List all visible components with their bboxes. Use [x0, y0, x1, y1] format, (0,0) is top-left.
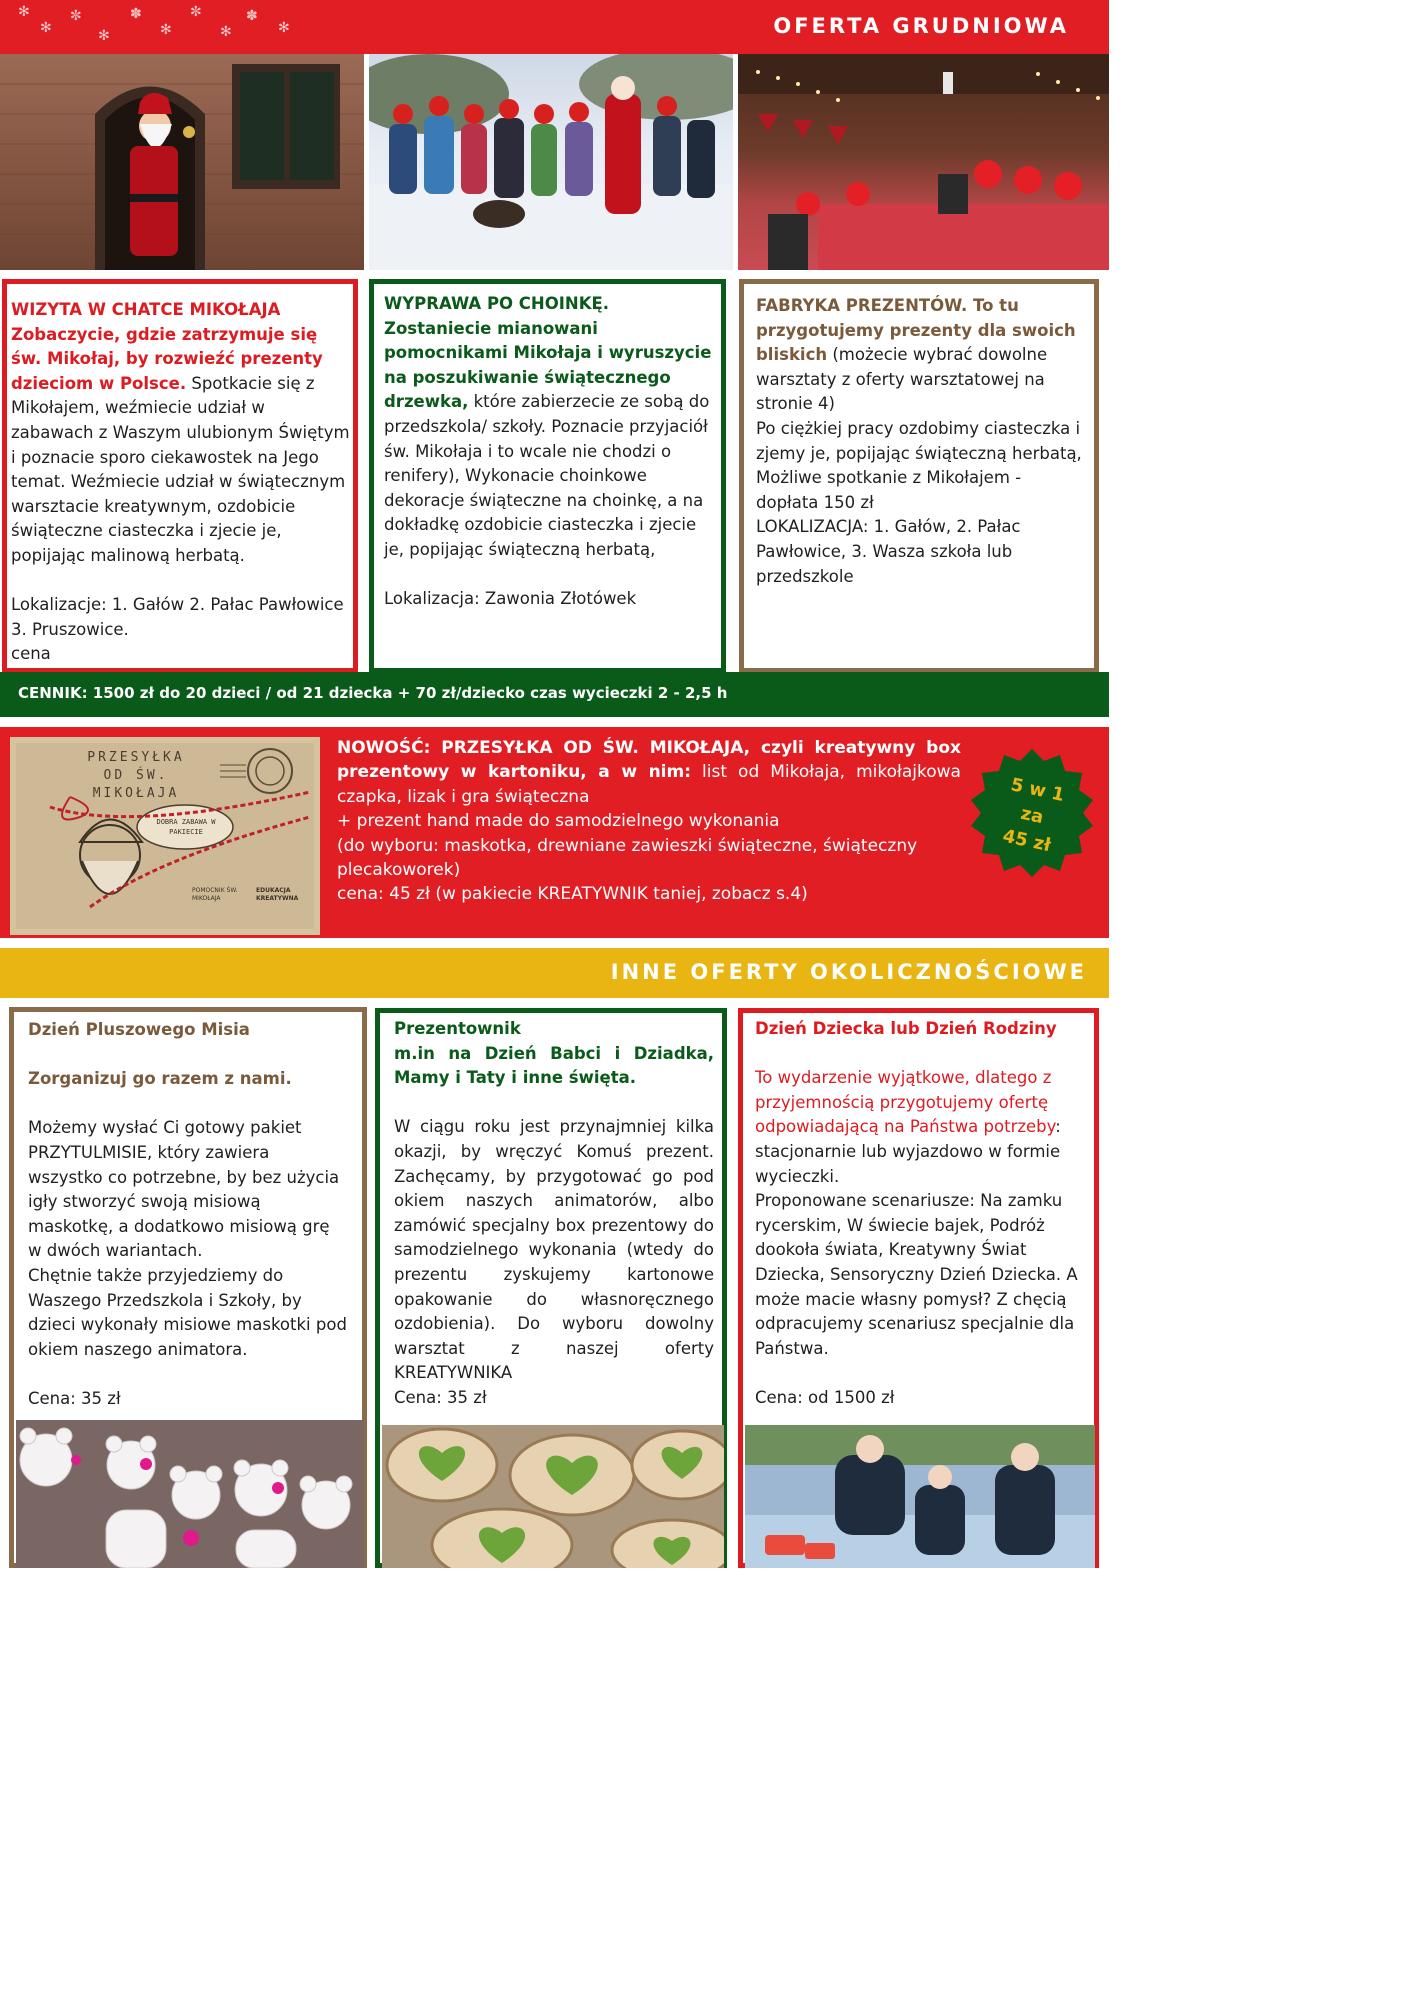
photo-moss-hearts — [382, 1425, 724, 1568]
snowflake-icon: ✻ — [18, 4, 30, 20]
box-footer-2: EDUKACJA KREATYWNA — [256, 887, 299, 902]
card-body: W ciągu roku jest przynajmniej kilka okazji, by wręczyć Komuś prezent. Zachęcamy, by przygotować go pod okiem naszych animatorów, albo zamówić specjalny box prezentowy do samodzielnego wykonania (wtedy do prezentu zyskujemy kartonowe opakowanie do własnoręcznego ozdobienia). Do wyboru dowolny warsztat z naszej oferty KREATYWNIKA — [394, 1117, 714, 1383]
photo-workshop-hall — [738, 54, 1109, 270]
snowflake-icon: ✻ — [278, 20, 290, 36]
card-subtitle: Zorganizuj go razem z nami. — [28, 1069, 292, 1089]
offer-lead: WYPRAWA PO CHOINKĘ. Zostaniecie mianowani pomocnikami Mikołaja i wyruszycie na poszukiwanie świątecznego drzewka, — [384, 294, 712, 412]
snowflake-icon: ✻ — [98, 28, 110, 44]
page-title: OFERTA GRUDNIOWA — [773, 14, 1069, 38]
offer-price: cena — [11, 644, 51, 664]
snowflake-icon: ✻ — [220, 24, 232, 40]
offer-card-santa-cottage — [2, 279, 358, 673]
card-subtitle: To wydarzenie wyjątkowe, dlatego z przyjemnością przygotujemy ofertę odpowiadającą na Państwa potrzeby — [755, 1068, 1056, 1137]
offer-body: które zabierzecie ze sobą do przedszkola/ szkoły. Poznacie przyjaciół św. Mikołaja i to wcale nie chodzi o renifery), Wykonacie choinkowe dekoracje świąteczne na choinkę, a na dokładkę ozdobicie ciasteczka i zjecie je, popijając świąteczną herbatą, — [384, 392, 710, 559]
promo-line-2: + prezent hand made do samodzielnego wykonania — [337, 811, 780, 832]
card-price: Cena: 35 zł — [394, 1387, 487, 1407]
offer-body-2: Po ciężkiej pracy ozdobimy ciasteczka i zjemy je, popijając świąteczną herbatą, Możliwe spotkanie z Mikołajem - dopłata 150 zł — [756, 418, 1082, 512]
promo-body: list od Mikołaja, mikołajkowa czapka, lizak i gra świąteczna — [337, 762, 961, 807]
promo-text — [337, 736, 961, 907]
card-title: Prezentownik — [394, 1019, 521, 1038]
promo-line-3: (do wyboru: maskotka, drewniane zawieszki świąteczne, świąteczny plecakoworek) — [337, 835, 918, 881]
price-badge — [966, 747, 1098, 879]
card-title: Dzień Pluszowego Misia — [28, 1020, 250, 1039]
box-footer-1: POMOCNIK ŚW. MIKOŁAJA — [192, 887, 238, 902]
offer-location: Lokalizacje: 1. Gałów 2. Pałac Pawłowice 3. Pruszowice. — [11, 595, 344, 639]
snowflake-icon: ✽ — [130, 6, 142, 22]
snowflake-icon: ✽ — [246, 8, 258, 24]
promo-lead: NOWOŚĆ: PRZESYŁKA OD ŚW. MIKOŁAJA, czyli kreatywny box prezentowy w kartoniku, a w nim: — [337, 738, 961, 783]
pricing-text: CENNIK: 1500 zł do 20 dzieci / od 21 dziecka + 70 zł/dziecko czas wycieczki 2 - 2,5 h — [18, 684, 728, 702]
badge-text: 5 w 1 za 45 zł — [1000, 774, 1067, 857]
offer-lead: Zobaczycie, gdzie zatrzymuje się św. Mikołaj, by rozwieźć prezenty dzieciom w Polsce. — [11, 324, 323, 393]
card-body: : stacjonarnie lub wyjazdowo w formie wycieczki. — [755, 1117, 1061, 1186]
offer-heading: WIZYTA W CHATCE MIKOŁAJA — [11, 300, 281, 319]
card-body: Możemy wysłać Ci gotowy pakiet PRZYTULMISIE, który zawiera wszystko co potrzebne, by bez użycia igły stworzyć swoją misiową maskotkę, a dodatkowo misiową grę w dwóch wariantach. — [28, 1118, 340, 1261]
photo-gift-box — [10, 737, 320, 935]
snowflake-icon: ✻ — [40, 20, 52, 36]
photo-children-snow — [369, 54, 733, 270]
offer-body: Spotkacie się z Mikołajem, weźmiecie udział w zabawach z Waszym ulubionym Świętym i poznacie sporo ciekawostek na Jego temat. Weźmiecie udział w świątecznym warsztacie kreatywnym, ozdobicie świąteczne ciasteczka i zjecie je, popijając malinową herbatą. — [11, 373, 350, 565]
box-sticker: DOBRA ZABAWA W PAKIECIE — [156, 818, 216, 836]
box-title: PRZESYŁKA OD ŚW. MIKOŁAJA — [87, 750, 185, 801]
card-body-2: Proponowane scenariusze: Na zamku rycerskim, W świecie bajek, Podróż dookoła świata, Kreatywny Świat Dziecka, Sensoryczny Dzień Dziecka. A może macie własny pomysł? Z chęcią odpracujemy scenariusz specjalnie dla Państwa. — [755, 1191, 1078, 1358]
offer-body: (możecie wybrać dowolne warsztaty z oferty warsztatowej na stronie 4) — [756, 345, 1048, 414]
card-title: Dzień Dziecka lub Dzień Rodziny — [755, 1019, 1057, 1038]
offer-lead: FABRYKA PREZENTÓW. To tu przygotujemy prezenty dla swoich bliskich — [756, 296, 1076, 365]
card-gift-maker — [375, 1008, 727, 1568]
card-price: Cena: 35 zł — [28, 1388, 121, 1408]
offer-card-gift-factory — [739, 279, 1099, 673]
photo-teddy-bears — [16, 1420, 364, 1568]
card-subtitle: m.in na Dzień Babci i Dziadka, Mamy i Taty i inne święta. — [394, 1043, 714, 1088]
card-price: Cena: od 1500 zł — [755, 1387, 895, 1407]
snowflake-icon: ✼ — [70, 8, 82, 24]
offer-location: Lokalizacja: Zawonia Złotówek — [384, 589, 637, 609]
card-body-2: Chętnie także przyjedziemy do Waszego Przedszkola i Szkoły, by dzieci wykonały misiowe maskotki pod okiem naszego animatora. — [28, 1265, 347, 1359]
pricing-bar — [0, 672, 1109, 717]
snowflake-icon: ✻ — [160, 22, 172, 38]
photo-santa-door — [0, 54, 364, 270]
other-offers-title: INNE OFERTY OKOLICZNOŚCIOWE — [610, 960, 1087, 984]
card-teddy-bear-day — [9, 1007, 367, 1568]
photo-family-event — [745, 1425, 1095, 1568]
offer-location: LOKALIZACJA: 1. Gałów, 2. Pałac Pawłowice, 3. Wasza szkoła lub przedszkole — [756, 517, 1021, 586]
promo-line-4: cena: 45 zł (w pakiecie KREATYWNIK taniej, zobacz s.4) — [337, 884, 808, 905]
snowflake-icon: ✼ — [190, 4, 202, 20]
card-childrens-day — [738, 1008, 1099, 1568]
offer-card-christmas-tree — [369, 279, 726, 673]
